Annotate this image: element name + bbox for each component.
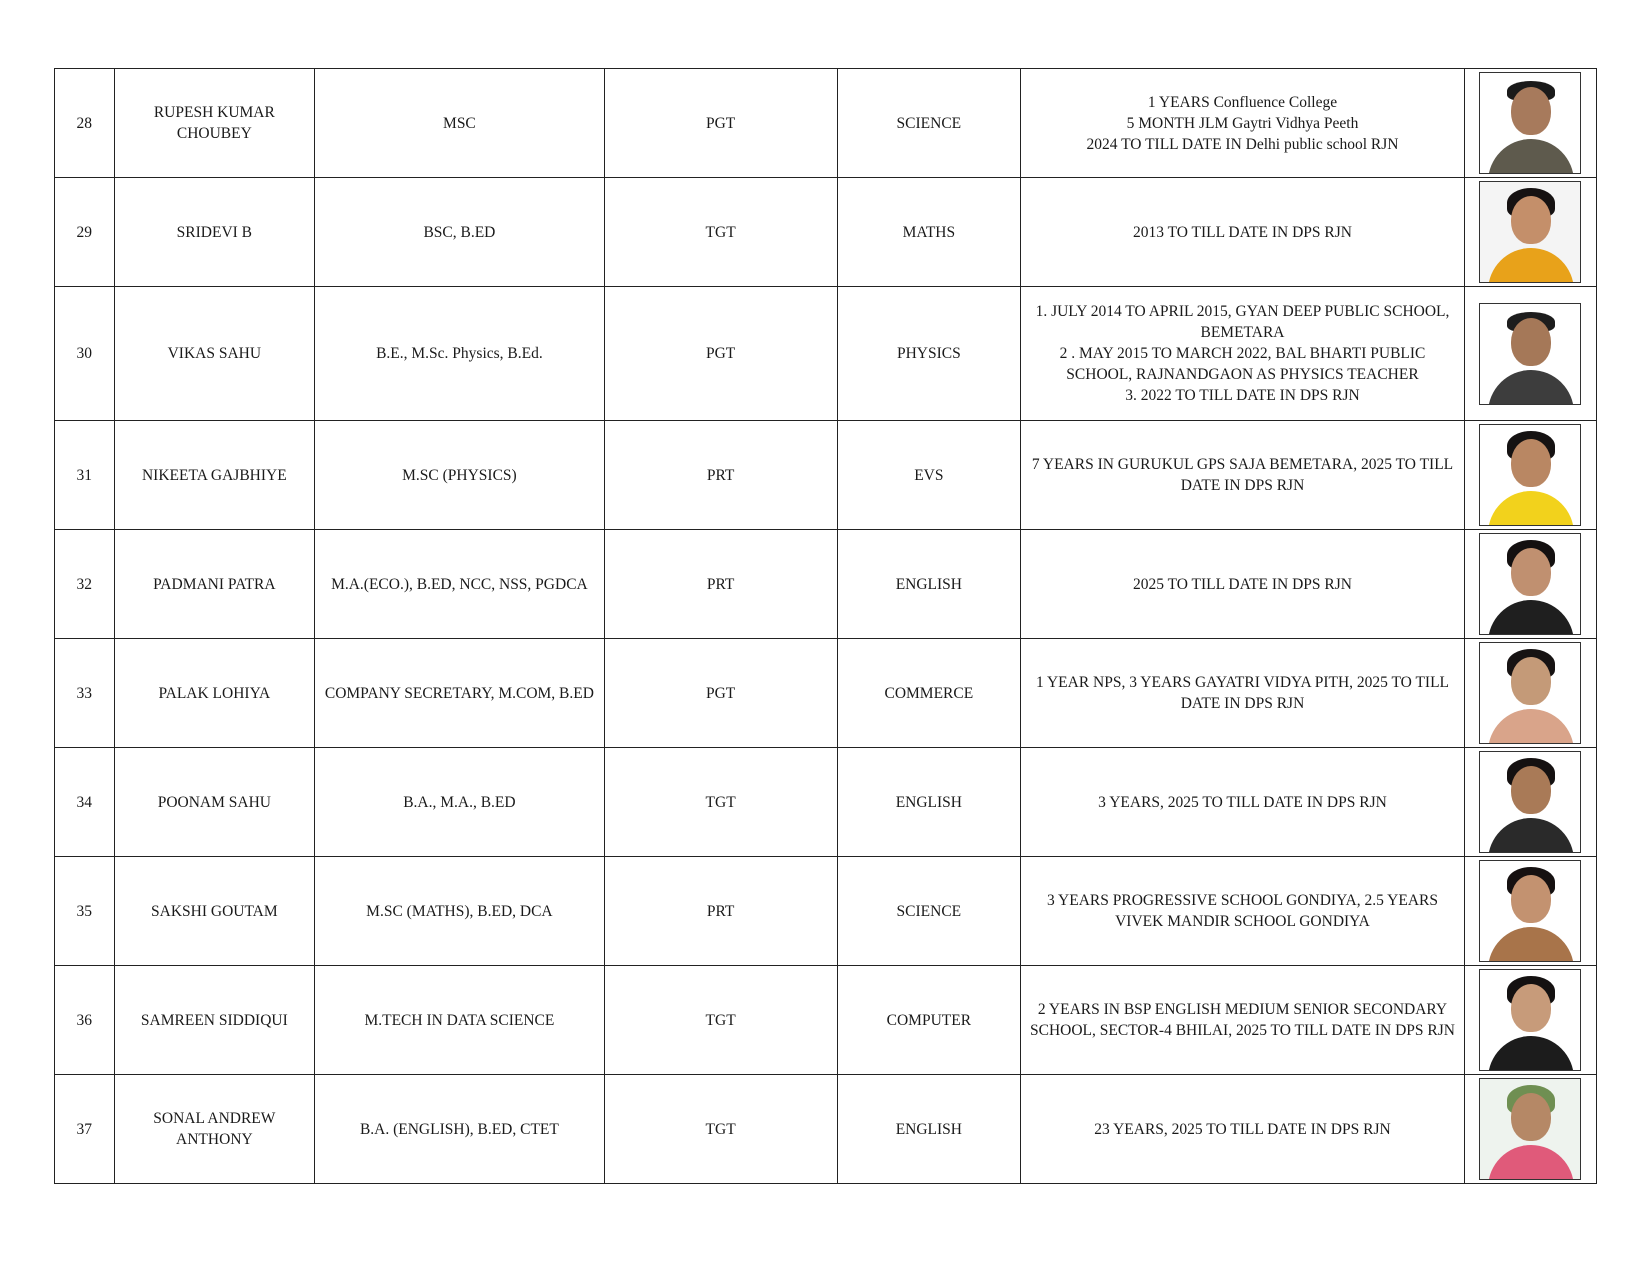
post-cell: PRT	[604, 421, 837, 530]
post-cell: PGT	[604, 639, 837, 748]
experience-cell: 1. JULY 2014 TO APRIL 2015, GYAN DEEP PUBLIC SCHOOL, BEMETARA 2 . MAY 2015 TO MARCH 2022, BAL BHARTI PUBLIC SCHOOL, RAJNANDGAON AS PHYSICS TEACHER 3. 2022 TO TILL DATE IN DPS RJN	[1021, 287, 1465, 421]
experience-cell: 1 YEARS Confluence College 5 MONTH JLM Gaytri Vidhya Peeth 2024 TO TILL DATE IN Delhi public school RJN	[1021, 69, 1465, 178]
serial-number-cell: 29	[55, 178, 115, 287]
experience-cell: 23 YEARS, 2025 TO TILL DATE IN DPS RJN	[1021, 1075, 1465, 1184]
photo-cell	[1464, 748, 1596, 857]
photo-cell	[1464, 421, 1596, 530]
staff-photo	[1479, 181, 1581, 283]
name-cell: SRIDEVI B	[114, 178, 315, 287]
photo-face-shape	[1511, 548, 1551, 596]
subject-cell: ENGLISH	[837, 530, 1021, 639]
staff-photo	[1479, 751, 1581, 853]
photo-outfit-shape	[1488, 139, 1574, 174]
post-cell: PRT	[604, 857, 837, 966]
serial-number-cell: 34	[55, 748, 115, 857]
serial-number-cell: 36	[55, 966, 115, 1075]
staff-photo	[1479, 424, 1581, 526]
name-cell: PADMANI PATRA	[114, 530, 315, 639]
qualification-cell: B.A., M.A., B.ED	[315, 748, 604, 857]
experience-cell: 7 YEARS IN GURUKUL GPS SAJA BEMETARA, 2025 TO TILL DATE IN DPS RJN	[1021, 421, 1465, 530]
photo-face-shape	[1511, 1093, 1551, 1141]
staff-table	[54, 68, 1597, 1184]
photo-outfit-shape	[1488, 370, 1574, 405]
table-row	[55, 639, 1597, 748]
table-row	[55, 1075, 1597, 1184]
subject-cell: SCIENCE	[837, 857, 1021, 966]
table-row	[55, 966, 1597, 1075]
photo-cell	[1464, 1075, 1596, 1184]
photo-cell	[1464, 639, 1596, 748]
name-cell: NIKEETA GAJBHIYE	[114, 421, 315, 530]
qualification-cell: COMPANY SECRETARY, M.COM, B.ED	[315, 639, 604, 748]
post-cell: TGT	[604, 748, 837, 857]
experience-cell: 3 YEARS, 2025 TO TILL DATE IN DPS RJN	[1021, 748, 1465, 857]
photo-outfit-shape	[1488, 818, 1574, 853]
photo-face-shape	[1511, 439, 1551, 487]
name-cell: POONAM SAHU	[114, 748, 315, 857]
qualification-cell: M.SC (PHYSICS)	[315, 421, 604, 530]
staff-table-body	[55, 69, 1597, 1184]
serial-number-cell: 28	[55, 69, 115, 178]
post-cell: PGT	[604, 287, 837, 421]
post-cell: PRT	[604, 530, 837, 639]
subject-cell: COMPUTER	[837, 966, 1021, 1075]
name-cell: RUPESH KUMAR CHOUBEY	[114, 69, 315, 178]
name-cell: VIKAS SAHU	[114, 287, 315, 421]
table-row	[55, 530, 1597, 639]
serial-number-cell: 30	[55, 287, 115, 421]
subject-cell: PHYSICS	[837, 287, 1021, 421]
photo-cell	[1464, 178, 1596, 287]
serial-number-cell: 35	[55, 857, 115, 966]
experience-cell: 2013 TO TILL DATE IN DPS RJN	[1021, 178, 1465, 287]
photo-face-shape	[1511, 657, 1551, 705]
table-row	[55, 857, 1597, 966]
qualification-cell: B.A. (ENGLISH), B.ED, CTET	[315, 1075, 604, 1184]
photo-face-shape	[1511, 318, 1551, 366]
subject-cell: SCIENCE	[837, 69, 1021, 178]
photo-outfit-shape	[1488, 927, 1574, 962]
staff-photo	[1479, 860, 1581, 962]
qualification-cell: M.A.(ECO.), B.ED, NCC, NSS, PGDCA	[315, 530, 604, 639]
experience-cell: 2 YEARS IN BSP ENGLISH MEDIUM SENIOR SECONDARY SCHOOL, SECTOR-4 BHILAI, 2025 TO TILL DATE IN DPS RJN	[1021, 966, 1465, 1075]
post-cell: PGT	[604, 69, 837, 178]
name-cell: PALAK LOHIYA	[114, 639, 315, 748]
subject-cell: COMMERCE	[837, 639, 1021, 748]
subject-cell: MATHS	[837, 178, 1021, 287]
staff-photo	[1479, 72, 1581, 174]
photo-outfit-shape	[1488, 1145, 1574, 1180]
name-cell: SONAL ANDREW ANTHONY	[114, 1075, 315, 1184]
table-row	[55, 178, 1597, 287]
photo-cell	[1464, 287, 1596, 421]
table-row	[55, 421, 1597, 530]
serial-number-cell: 33	[55, 639, 115, 748]
photo-cell	[1464, 966, 1596, 1075]
qualification-cell: MSC	[315, 69, 604, 178]
photo-cell	[1464, 857, 1596, 966]
serial-number-cell: 32	[55, 530, 115, 639]
photo-face-shape	[1511, 875, 1551, 923]
post-cell: TGT	[604, 966, 837, 1075]
subject-cell: EVS	[837, 421, 1021, 530]
qualification-cell: M.SC (MATHS), B.ED, DCA	[315, 857, 604, 966]
photo-outfit-shape	[1488, 1036, 1574, 1071]
table-row	[55, 287, 1597, 421]
staff-photo	[1479, 1078, 1581, 1180]
qualification-cell: B.E., M.Sc. Physics, B.Ed.	[315, 287, 604, 421]
staff-photo	[1479, 533, 1581, 635]
photo-cell	[1464, 69, 1596, 178]
post-cell: TGT	[604, 178, 837, 287]
experience-cell: 3 YEARS PROGRESSIVE SCHOOL GONDIYA, 2.5 YEARS VIVEK MANDIR SCHOOL GONDIYA	[1021, 857, 1465, 966]
photo-outfit-shape	[1488, 600, 1574, 635]
serial-number-cell: 37	[55, 1075, 115, 1184]
staff-photo	[1479, 303, 1581, 405]
post-cell: TGT	[604, 1075, 837, 1184]
photo-face-shape	[1511, 196, 1551, 244]
staff-photo	[1479, 969, 1581, 1071]
photo-face-shape	[1511, 766, 1551, 814]
name-cell: SAKSHI GOUTAM	[114, 857, 315, 966]
serial-number-cell: 31	[55, 421, 115, 530]
subject-cell: ENGLISH	[837, 1075, 1021, 1184]
experience-cell: 1 YEAR NPS, 3 YEARS GAYATRI VIDYA PITH, 2025 TO TILL DATE IN DPS RJN	[1021, 639, 1465, 748]
photo-face-shape	[1511, 87, 1551, 135]
qualification-cell: BSC, B.ED	[315, 178, 604, 287]
photo-face-shape	[1511, 984, 1551, 1032]
table-row	[55, 69, 1597, 178]
photo-cell	[1464, 530, 1596, 639]
photo-outfit-shape	[1488, 248, 1574, 283]
name-cell: SAMREEN SIDDIQUI	[114, 966, 315, 1075]
qualification-cell: M.TECH IN DATA SCIENCE	[315, 966, 604, 1075]
photo-outfit-shape	[1488, 709, 1574, 744]
photo-outfit-shape	[1488, 491, 1574, 526]
staff-photo	[1479, 642, 1581, 744]
table-row	[55, 748, 1597, 857]
experience-cell: 2025 TO TILL DATE IN DPS RJN	[1021, 530, 1465, 639]
subject-cell: ENGLISH	[837, 748, 1021, 857]
